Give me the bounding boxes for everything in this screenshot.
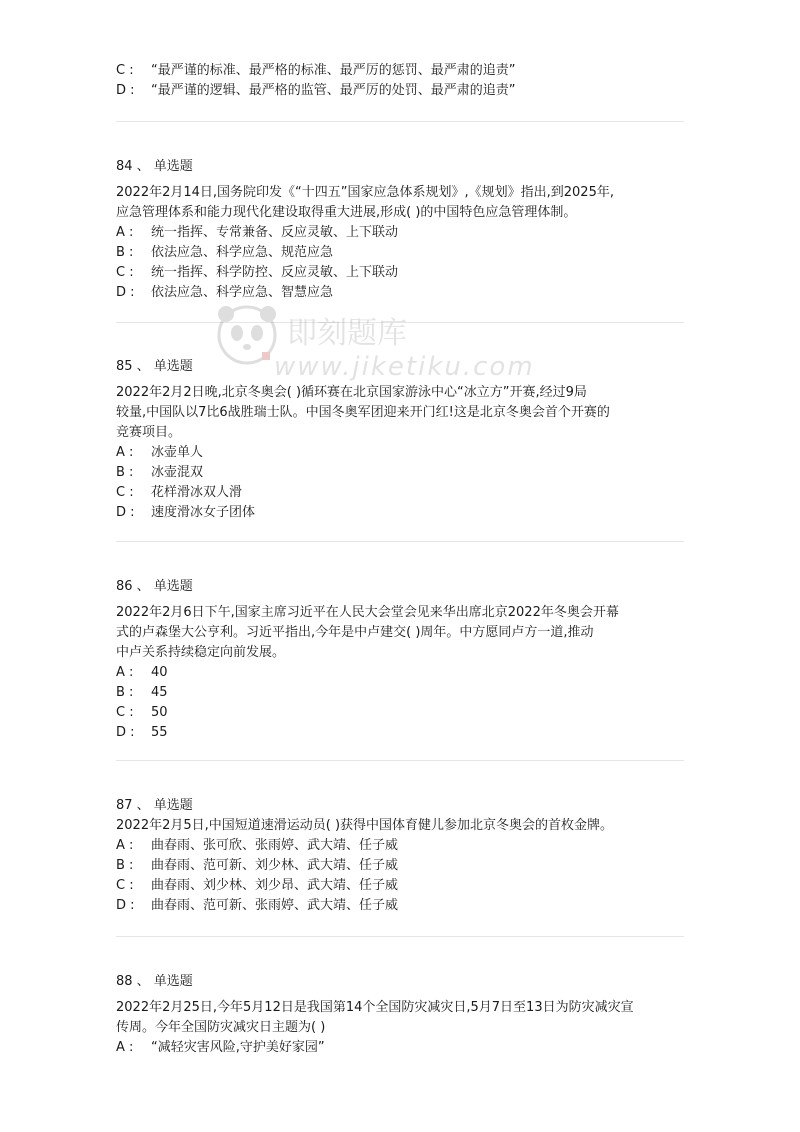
watermark-text: 即刻题库 [287, 316, 407, 351]
option-a [116, 1038, 634, 1058]
prev-question-options [116, 61, 515, 101]
question-stem-line: 式的卢森堡大公亨利。习近平指出,今年是中卢建交( )周年。中方愿同卢方一道,推动 [116, 625, 594, 640]
option-b [116, 463, 610, 483]
option-text: 45 [151, 685, 168, 700]
option-letter: C : [116, 63, 134, 78]
divider [116, 121, 684, 122]
option-letter: D : [116, 83, 135, 98]
divider [116, 936, 684, 937]
option-d [116, 503, 610, 523]
option-letter: D : [116, 285, 135, 300]
question-stem-line: 2022年2月2日晚,北京冬奥会( )循环赛在北京国家游泳中心“冰立方”开赛,经过9局 [116, 385, 587, 400]
option-d [116, 283, 614, 303]
question-stem-line: 2022年2月6日下午,国家主席习近平在人民大会堂会见来华出席北京2022年冬奥会开幕 [116, 605, 619, 620]
option-letter: C : [116, 265, 134, 280]
question-85 [116, 357, 610, 523]
divider [116, 760, 684, 761]
option-letter: D : [116, 505, 135, 520]
option-c [116, 263, 614, 283]
watermark-url: www.jiketiku.com [274, 352, 535, 382]
option-letter: B : [116, 465, 134, 480]
question-stem-line: 2022年2月25日,今年5月12日是我国第14个全国防灾减灾日,5月7日至13日为防灾减灾宣 [116, 1000, 634, 1015]
option-a [116, 663, 619, 683]
option-letter: B : [116, 858, 134, 873]
option-b [116, 856, 613, 876]
option-text: 依法应急、科学应急、规范应急 [151, 245, 334, 260]
option-letter: A : [116, 225, 134, 240]
option-b [116, 683, 619, 703]
question-stem-line: 应急管理体系和能力现代化建设取得重大进展,形成( )的中国特色应急管理体制。 [116, 205, 577, 220]
question-88 [116, 972, 634, 1058]
question-86 [116, 577, 619, 743]
question-header: 87 、 单选题 [116, 798, 193, 813]
question-header: 88 、 单选题 [116, 974, 193, 989]
option-text: 55 [151, 725, 168, 740]
option-c [116, 876, 613, 896]
option-letter: A : [116, 838, 134, 853]
option-b [116, 243, 614, 263]
option-text: 依法应急、科学应急、智慧应急 [151, 285, 334, 300]
option-c [116, 61, 515, 81]
option-a [116, 836, 613, 856]
option-text: 统一指挥、专常兼备、反应灵敏、上下联动 [151, 225, 399, 240]
question-84 [116, 157, 614, 303]
divider [116, 541, 684, 542]
option-text: 冰壶单人 [151, 445, 204, 460]
divider [116, 322, 684, 323]
option-text: 50 [151, 705, 168, 720]
option-d [116, 723, 619, 743]
option-letter: A : [116, 665, 134, 680]
option-letter: B : [116, 245, 134, 260]
option-d [116, 896, 613, 916]
question-87 [116, 796, 613, 916]
option-c [116, 703, 619, 723]
question-stem-line: 2022年2月5日,中国短道速滑运动员( )获得中国体育健儿参加北京冬奥会的首枚金牌。 [116, 818, 614, 833]
option-a [116, 223, 614, 243]
option-text: 冰壶混双 [151, 465, 204, 480]
option-text: 40 [151, 665, 168, 680]
question-stem-line: 传周。今年全国防灾减灾日主题为( ) [116, 1020, 326, 1035]
option-letter: C : [116, 878, 134, 893]
option-text: 统一指挥、科学防控、反应灵敏、上下联动 [151, 265, 399, 280]
option-letter: D : [116, 898, 135, 913]
option-text: 曲春雨、范可新、刘少林、武大靖、任子威 [151, 858, 399, 873]
question-stem-line: 竞赛项目。 [116, 425, 182, 440]
option-letter: C : [116, 705, 134, 720]
option-letter: A : [116, 1040, 134, 1055]
option-text: 曲春雨、范可新、张雨婷、武大靖、任子威 [151, 898, 399, 913]
question-stem-line: 2022年2月14日,国务院印发《“十四五”国家应急体系规划》,《规划》指出,到2025年, [116, 185, 614, 200]
option-c [116, 483, 610, 503]
question-stem-line: 较量,中国队以7比6战胜瑞士队。中国冬奥军团迎来开门红!这是北京冬奥会首个开赛的 [116, 405, 610, 420]
option-letter: D : [116, 725, 135, 740]
option-text: “最严谨的逻辑、最严格的监管、最严厉的处罚、最严肃的追责” [151, 83, 516, 98]
option-text: 曲春雨、张可欣、张雨婷、武大靖、任子威 [151, 838, 399, 853]
question-header: 84 、 单选题 [116, 159, 193, 174]
question-stem-line: 中卢关系持续稳定向前发展。 [116, 645, 286, 660]
question-header: 86 、 单选题 [116, 579, 193, 594]
option-text: “最严谨的标准、最严格的标准、最严厉的惩罚、最严肃的追责” [151, 63, 516, 78]
option-text: 花样滑冰双人滑 [151, 485, 243, 500]
option-a [116, 443, 610, 463]
option-letter: A : [116, 445, 134, 460]
option-text: “减轻灾害风险,守护美好家园” [151, 1040, 325, 1055]
question-header: 85 、 单选题 [116, 359, 193, 374]
option-letter: B : [116, 685, 134, 700]
option-d [116, 81, 515, 101]
option-letter: C : [116, 485, 134, 500]
option-text: 曲春雨、刘少林、刘少昂、武大靖、任子威 [151, 878, 399, 893]
option-text: 速度滑冰女子团体 [151, 505, 256, 520]
